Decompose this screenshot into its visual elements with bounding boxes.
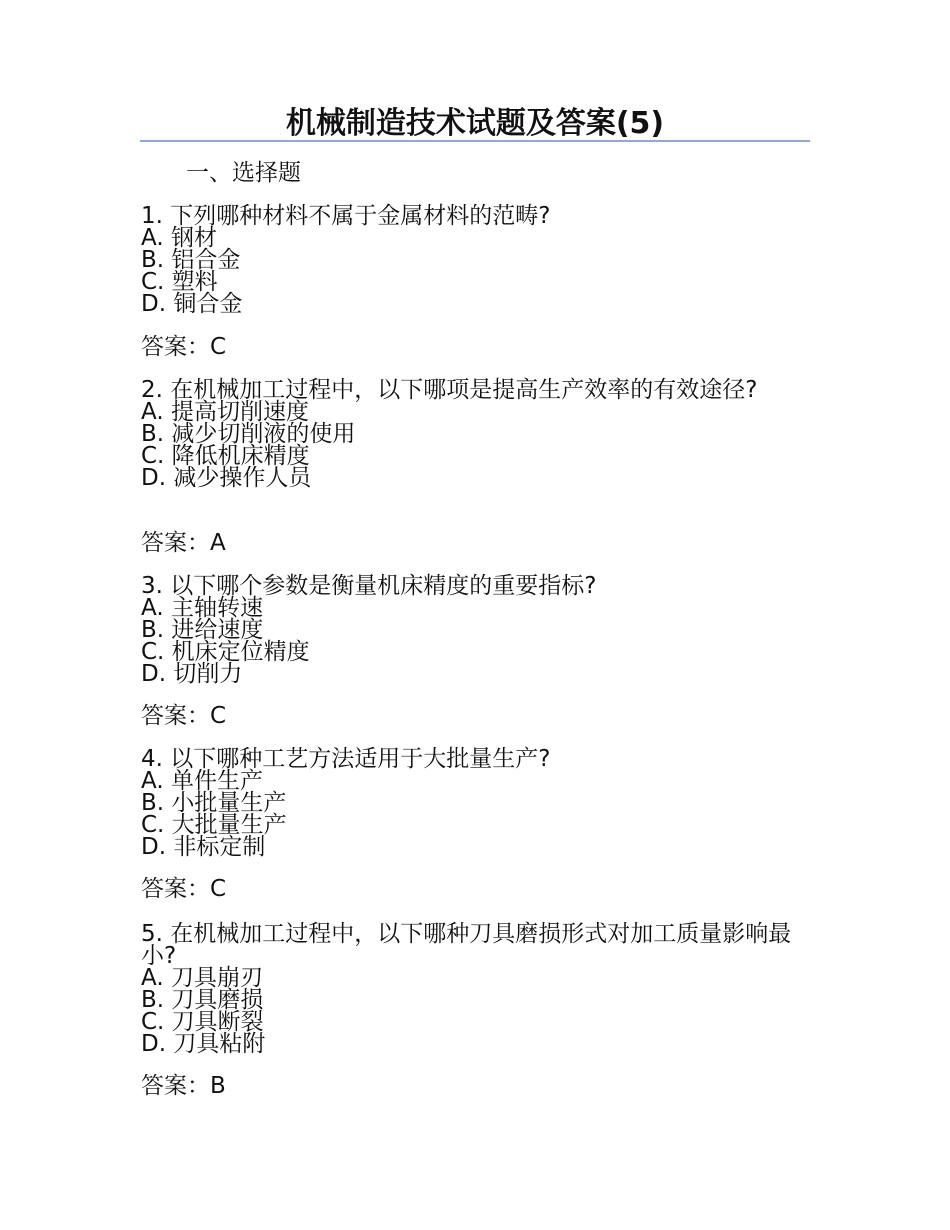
option-d: D. 刀具粘附	[141, 1031, 266, 1057]
answer-4: 答案：C	[141, 876, 227, 902]
answer-2: 答案：A	[141, 530, 226, 556]
question-5	[141, 923, 796, 1055]
document-title: 机械制造技术试题及答案(5)	[285, 106, 665, 141]
option-c: C. 刀具断裂	[141, 1009, 264, 1035]
option-a: A. 钢材	[141, 225, 217, 251]
option-c: C. 塑料	[141, 269, 218, 295]
option-c: C. 机床定位精度	[141, 639, 310, 665]
option-c: C. 降低机床精度	[141, 443, 310, 469]
answer-5: 答案：B	[141, 1073, 226, 1099]
option-b: B. 小批量生产	[141, 790, 287, 816]
section-heading: 一、选择题	[186, 160, 301, 186]
option-d: D. 切削力	[141, 661, 243, 687]
option-d: D. 减少操作人员	[141, 465, 312, 491]
option-c: C. 大批量生产	[141, 812, 287, 838]
question-1	[141, 205, 801, 315]
question-stem: 5. 在机械加工过程中，以下哪种刀具磨损形式对加工质量影响最小?	[141, 921, 792, 969]
option-b: B. 刀具磨损	[141, 987, 264, 1013]
answer-3: 答案：C	[141, 703, 227, 729]
option-a: A. 提高切削速度	[141, 399, 309, 425]
title-underline	[140, 104, 810, 142]
option-d: D. 铜合金	[141, 291, 243, 317]
option-a: A. 单件生产	[141, 768, 263, 794]
option-b: B. 铝合金	[141, 247, 241, 273]
question-stem: 2. 在机械加工过程中，以下哪项是提高生产效率的有效途径?	[141, 377, 758, 403]
answer-1: 答案：C	[141, 334, 227, 360]
option-d: D. 非标定制	[141, 834, 266, 860]
question-2	[141, 379, 771, 489]
option-a: A. 主轴转速	[141, 595, 263, 621]
question-4	[141, 748, 801, 858]
option-a: A. 刀具崩刃	[141, 965, 263, 991]
option-b: B. 进给速度	[141, 617, 264, 643]
question-stem: 1. 下列哪种材料不属于金属材料的范畴?	[141, 203, 551, 229]
option-b: B. 减少切削液的使用	[141, 421, 356, 447]
question-stem: 3. 以下哪个参数是衡量机床精度的重要指标?	[141, 573, 597, 599]
question-stem: 4. 以下哪种工艺方法适用于大批量生产?	[141, 746, 551, 772]
question-3	[141, 575, 801, 685]
